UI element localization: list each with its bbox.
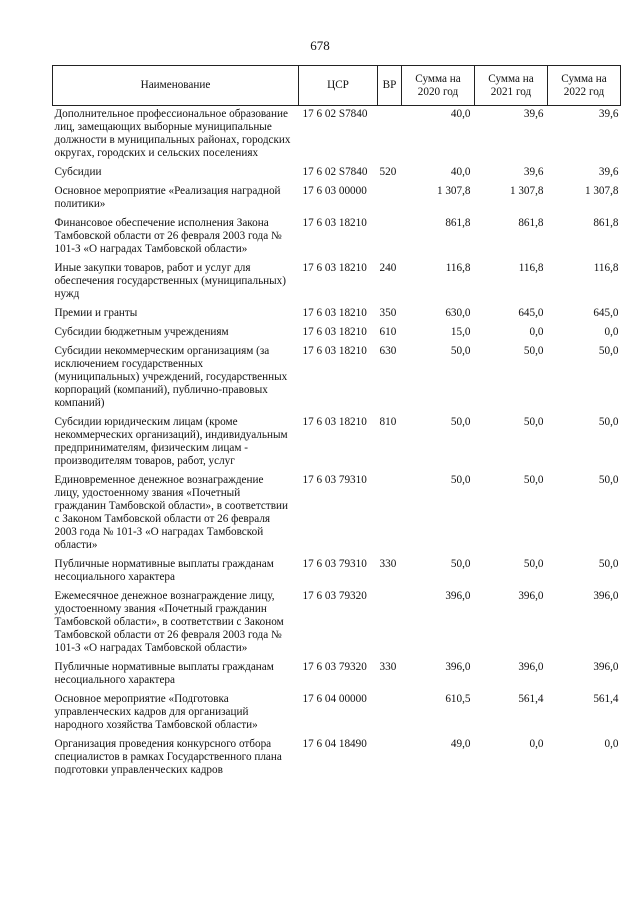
row-sum-2020: 40,0 [450,166,471,178]
row-sum-2022: 50,0 [598,416,619,428]
row-vr-code: 520 [379,166,397,178]
row-sum-2020: 50,0 [450,416,471,428]
row-sum-2021: 0,0 [529,326,544,338]
row-sum-2021: 396,0 [518,590,544,602]
row-name: Иные закупки товаров, работ и услуг для обеспечения государственных (муниципальных) нужд [54,262,286,300]
row-name: Субсидии бюджетным учреждениям [54,326,229,338]
row-sum-2022: 39,6 [598,166,619,178]
table-row [53,164,621,183]
table-row [53,472,621,556]
row-vr-code [378,588,402,659]
row-sum-2022: 861,8 [593,217,619,229]
row-name: Дополнительное профессиональное образование лиц, замещающих выборные муниципальные должности в муниципальных районах, городских округах, городских и сельских поселениях [54,108,291,159]
row-sum-2022: 116,8 [593,262,619,274]
row-csr-code: 17 6 03 18210 [302,416,367,428]
row-sum-2021: 50,0 [523,474,544,486]
row-vr-code [378,215,402,260]
row-sum-2021: 50,0 [523,416,544,428]
table-row [53,260,621,305]
header-sum-2021: Сумма на 2021 год [475,66,548,106]
header-vr: ВР [378,66,402,106]
row-sum-2020: 630,0 [445,307,471,319]
row-sum-2022: 396,0 [593,661,619,673]
table-row [53,106,621,165]
table-row [53,183,621,215]
row-vr-code [378,691,402,736]
row-sum-2021: 396,0 [518,661,544,673]
row-csr-code: 17 6 03 00000 [302,185,367,197]
row-name: Финансовое обеспечение исполнения Закона Тамбовской области от 26 февраля 2003 года № 101-З «О наградах Тамбовской области» [54,217,282,255]
budget-table [52,65,621,781]
row-csr-code: 17 6 03 79310 [302,558,367,570]
row-sum-2021: 645,0 [518,307,544,319]
row-sum-2020: 40,0 [450,108,471,120]
row-vr-code: 610 [379,326,397,338]
header-sum-2020: Сумма на 2020 год [402,66,475,106]
table-row [53,659,621,691]
row-name: Субсидии некоммерческим организациям (за исключением государственных (муниципальных) учреждений, государственных корпораций (компаний), публично-правовых компаний) [54,345,288,409]
row-csr-code: 17 6 03 18210 [302,307,367,319]
row-sum-2020: 861,8 [445,217,471,229]
row-sum-2022: 645,0 [593,307,619,319]
row-sum-2021: 50,0 [523,345,544,357]
row-csr-code: 17 6 03 18210 [302,345,367,357]
row-name: Основное мероприятие «Реализация наградной политики» [54,185,281,210]
row-vr-code [378,106,402,165]
row-vr-code: 350 [379,307,397,319]
row-sum-2021: 561,4 [518,693,544,705]
row-vr-code [378,183,402,215]
row-sum-2020: 1 307,8 [436,185,471,197]
row-sum-2020: 116,8 [445,262,471,274]
row-sum-2020: 50,0 [450,345,471,357]
row-sum-2020: 50,0 [450,558,471,570]
row-csr-code: 17 6 03 18210 [302,217,367,229]
row-name: Единовременное денежное вознаграждение лицу, удостоенному звания «Почетный гражданин Тамбовской области», в соответствии с Законом Тамбовской области от 26 февраля 2003 года № 101-З «О наградах Тамбовской области» [54,474,288,551]
row-name: Основное мероприятие «Подготовка управленческих кадров для организаций народного хозяйства Тамбовской области» [54,693,258,731]
row-sum-2021: 1 307,8 [509,185,544,197]
row-sum-2021: 116,8 [518,262,544,274]
row-sum-2021: 39,6 [523,166,544,178]
row-sum-2022: 50,0 [598,345,619,357]
row-name: Ежемесячное денежное вознаграждение лицу, удостоенному звания «Почетный гражданин Тамбовской области», в соответствии с Законом Тамбовской области от 26 февраля 2003 года № 101-З «О наградах Тамбовской области» [54,590,284,654]
table-row [53,343,621,414]
row-sum-2020: 396,0 [445,661,471,673]
row-sum-2022: 50,0 [598,474,619,486]
row-sum-2021: 50,0 [523,558,544,570]
row-name: Публичные нормативные выплаты гражданам несоциального характера [54,661,274,686]
row-csr-code: 17 6 03 79320 [302,661,367,673]
row-sum-2020: 49,0 [450,738,471,750]
row-vr-code [378,472,402,556]
row-sum-2022: 0,0 [604,738,619,750]
header-sum-2022: Сумма на 2022 год [548,66,621,106]
table-row [53,324,621,343]
row-sum-2022: 39,6 [598,108,619,120]
row-name: Публичные нормативные выплаты гражданам несоциального характера [54,558,274,583]
row-sum-2022: 396,0 [593,590,619,602]
row-csr-code: 17 6 04 18490 [302,738,367,750]
row-name: Премии и гранты [54,307,138,319]
row-name: Субсидии юридическим лицам (кроме некоммерческих организаций), индивидуальным предпринимателям, физическим лицам - производителям товаров, работ, услуг [54,416,288,467]
row-sum-2021: 0,0 [529,738,544,750]
row-sum-2020: 610,5 [445,693,471,705]
row-sum-2020: 396,0 [445,590,471,602]
row-vr-code: 810 [379,416,397,428]
header-csr: ЦСР [299,66,378,106]
row-csr-code: 17 6 02 S7840 [302,108,368,120]
row-vr-code: 630 [379,345,397,357]
header-name: Наименование [53,66,299,106]
row-sum-2022: 0,0 [604,326,619,338]
table-row [53,414,621,472]
row-vr-code [378,736,402,781]
table-row [53,305,621,324]
table-row [53,215,621,260]
row-sum-2022: 1 307,8 [584,185,619,197]
table-header-row [53,66,621,106]
page-number: 678 [310,38,330,53]
row-sum-2021: 861,8 [518,217,544,229]
row-csr-code: 17 6 02 S7840 [302,166,368,178]
row-vr-code: 330 [379,661,397,673]
table-row [53,736,621,781]
row-name: Организация проведения конкурсного отбора специалистов в рамках Государственного плана подготовки управленческих кадров [54,738,282,776]
table-row [53,556,621,588]
row-sum-2022: 561,4 [593,693,619,705]
row-csr-code: 17 6 04 00000 [302,693,367,705]
row-csr-code: 17 6 03 79320 [302,590,367,602]
row-csr-code: 17 6 03 79310 [302,474,367,486]
row-sum-2021: 39,6 [523,108,544,120]
row-name: Субсидии [54,166,102,178]
table-row [53,588,621,659]
row-sum-2022: 50,0 [598,558,619,570]
row-sum-2020: 15,0 [450,326,471,338]
table-row [53,691,621,736]
row-csr-code: 17 6 03 18210 [302,326,367,338]
row-csr-code: 17 6 03 18210 [302,262,367,274]
row-vr-code: 240 [379,262,397,274]
row-vr-code: 330 [379,558,397,570]
row-sum-2020: 50,0 [450,474,471,486]
